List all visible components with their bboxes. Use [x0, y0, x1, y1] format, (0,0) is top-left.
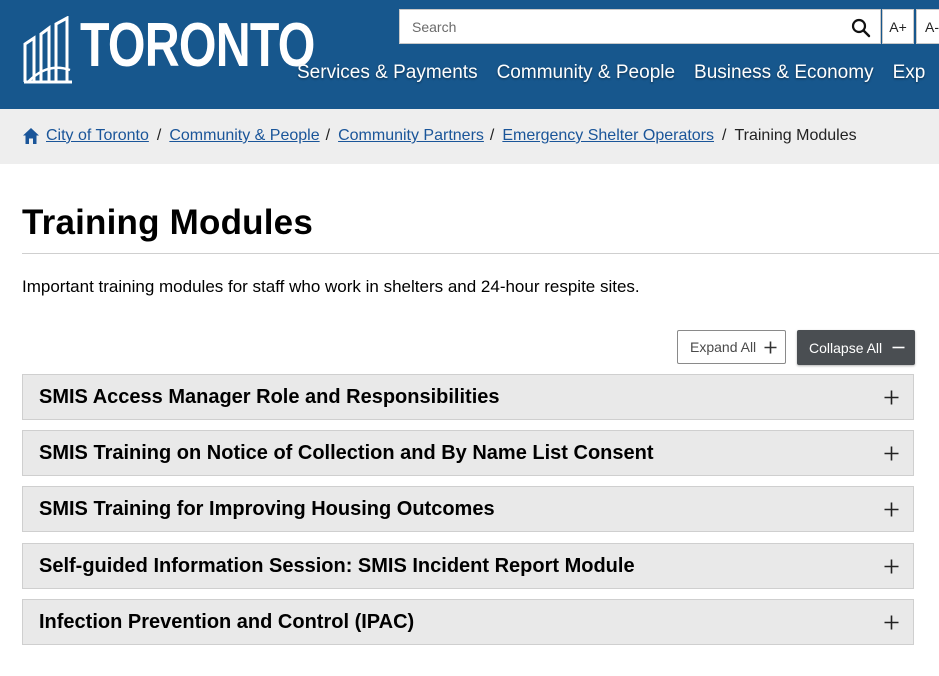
- accordion-item[interactable]: [22, 543, 914, 589]
- expand-plus-icon: [884, 446, 899, 461]
- logo-wordmark: TORONTO: [80, 11, 315, 80]
- expand-plus-icon: [884, 502, 899, 517]
- expand-plus-icon: [884, 559, 899, 574]
- breadcrumb-community-people[interactable]: Community & People: [169, 127, 320, 144]
- expand-plus-icon: [884, 390, 899, 405]
- accordion-item[interactable]: [22, 486, 914, 532]
- nav-community-people[interactable]: Community & People: [496, 62, 676, 83]
- breadcrumb-current: Training Modules: [734, 127, 857, 144]
- accordion-item[interactable]: [22, 374, 914, 420]
- breadcrumb-separator: /: [722, 127, 727, 144]
- plus-icon: [764, 341, 777, 354]
- minus-icon: [892, 341, 905, 354]
- accordion-title: SMIS Training for Improving Housing Outcomes: [39, 497, 495, 520]
- expand-all-label: Expand All: [690, 339, 757, 355]
- collapse-all-label: Collapse All: [809, 339, 883, 356]
- breadcrumb-emergency-shelter-operators[interactable]: Emergency Shelter Operators: [502, 127, 715, 144]
- collapse-all-button[interactable]: [797, 330, 915, 365]
- breadcrumb-bar: [0, 109, 939, 164]
- search-input[interactable]: [400, 12, 830, 42]
- accordion-title: Infection Prevention and Control (IPAC): [39, 610, 415, 633]
- expand-plus-icon: [884, 615, 899, 630]
- nav-explore[interactable]: Exp: [892, 62, 926, 83]
- breadcrumb-separator: /: [325, 127, 331, 144]
- site-header: [0, 0, 939, 109]
- breadcrumb-community-partners[interactable]: Community Partners: [338, 127, 484, 144]
- nav-business-economy[interactable]: Business & Economy: [694, 62, 874, 83]
- home-icon[interactable]: [22, 127, 40, 145]
- accordion-title: Self-guided Information Session: SMIS Incident Report Module: [39, 554, 635, 577]
- page-title: Training Modules: [22, 203, 313, 242]
- breadcrumb-city-of-toronto[interactable]: City of Toronto: [46, 127, 149, 144]
- search-box: [399, 9, 881, 44]
- city-hall-logo-icon: [22, 16, 74, 84]
- title-divider: [22, 253, 939, 254]
- search-icon[interactable]: [850, 17, 872, 39]
- breadcrumb-separator: /: [156, 127, 162, 144]
- accordion-title: SMIS Access Manager Role and Responsibilities: [39, 385, 500, 408]
- breadcrumb: [22, 127, 857, 145]
- intro-text: Important training modules for staff who work in shelters and 24-hour respite sites.: [22, 277, 640, 296]
- expand-all-button[interactable]: [677, 330, 786, 364]
- nav-services-payments[interactable]: Services & Payments: [297, 62, 478, 83]
- accordion-item[interactable]: [22, 430, 914, 476]
- main-nav: [297, 62, 939, 84]
- breadcrumb-separator: /: [489, 127, 495, 144]
- accordion-title: SMIS Training on Notice of Collection and By Name List Consent: [39, 441, 654, 464]
- font-increase-button[interactable]: A+: [882, 9, 914, 44]
- accordion-item[interactable]: [22, 599, 914, 645]
- font-decrease-button[interactable]: A-: [916, 9, 939, 44]
